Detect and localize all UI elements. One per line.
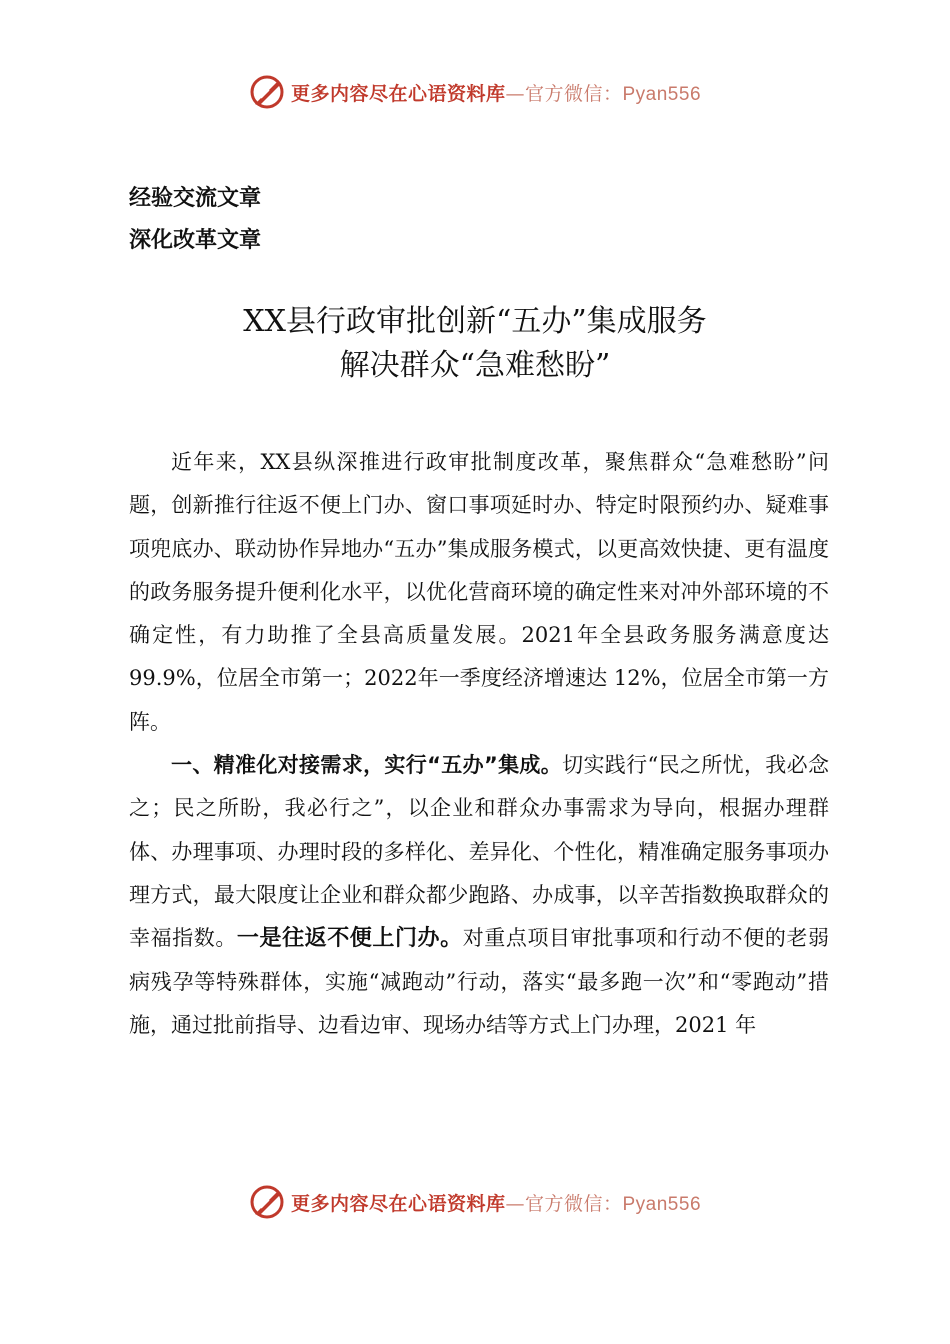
quill-logo-icon [249,74,285,110]
category-tag: 深化改革文章 [129,228,262,253]
article-title [0,300,950,388]
category-tag: 经验交流文章 [129,186,262,211]
banner-contact-label: 官方微信： [524,82,623,105]
banner-text [291,79,701,106]
banner-wechat-id: Pyan556 [622,1193,702,1215]
category-tags [129,178,261,262]
point-1-heading: 一是往返不便上门办。 [236,926,463,952]
banner-contact-label: 官方微信： [524,1192,623,1215]
banner-separator: — [505,1192,525,1215]
banner-wechat-id: Pyan556 [622,83,702,105]
banner-main-text: 更多内容尽在心语资料库 [290,82,506,105]
section-1-heading: 一、精准化对接需求，实行“五办”集成。 [171,753,563,778]
section-1-body: 切实践行“民之所忧，我必念之；民之所盼，我必行之”，以企业和群众办事需求为导向，根据办理群体、办理事项、办理时段的多样化、差异化、个性化，精准确定服务事项办理方式，最大限度让企业和群众都少跑路、办成事，以辛苦指数换取群众的幸福指数。 [129,753,829,951]
title-line-2: 解决群众“急难愁盼” [339,348,611,383]
footer-watermark-banner [0,1182,950,1222]
intro-paragraph: 近年来，XX县纵深推进行政审批制度改革，聚焦群众“急难愁盼”问题，创新推行往返不便上门办、窗口事项延时办、特定时限预约办、疑难事项兜底办、联动协作异地办“五办”集成服务模式，以更高效快捷、更有温度的政务服务提升便利化水平，以优化营商环境的确定性来对冲外部环境的不确定性，有力助推了全县高质量发展。2021年全县政务服务满意度达 99.9%，位居全市第一；2022年一季度经济增速达 12%，位居全市第一方阵。 [129,450,829,734]
section-1-paragraph [129,744,829,1047]
point-1-body: 对重点项目审批事项和行动不便的老弱病残孕等特殊群体，实施“减跑动”行动，落实“最多跑一次”和“零跑动”措施，通过批前指导、边看边审、现场办结等方式上门办理，2021 年 [129,926,829,1037]
banner-text [291,1189,701,1216]
article-body [129,441,829,1047]
quill-logo-icon [249,1184,285,1220]
header-watermark-banner [0,72,950,112]
banner-separator: — [505,82,525,105]
title-line-1: XX县行政审批创新“五办”集成服务 [243,304,707,339]
banner-main-text: 更多内容尽在心语资料库 [290,1192,506,1215]
